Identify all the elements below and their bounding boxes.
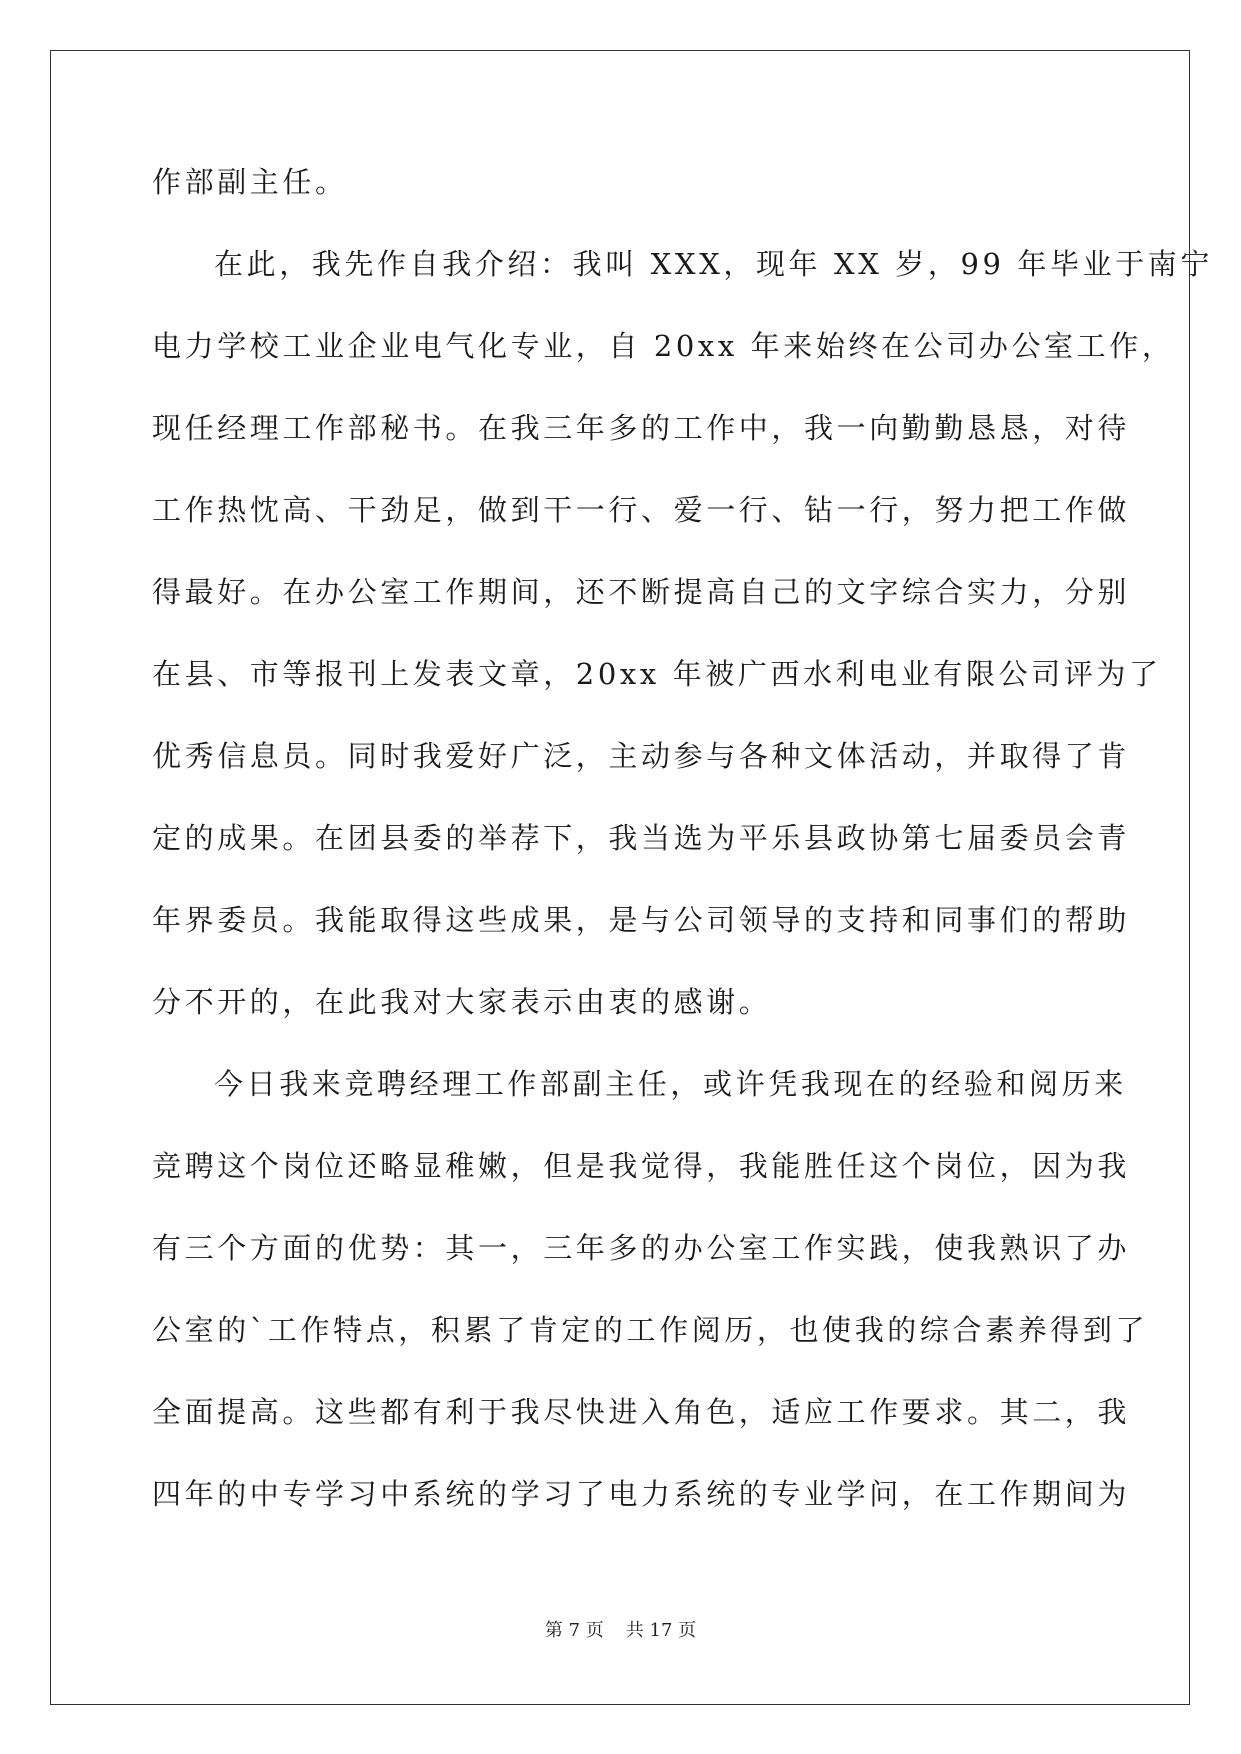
text-line: 年界委员。我能取得这些成果，是与公司领导的支持和同事们的帮助 <box>152 903 1131 937</box>
text-line: 在县、市等报刊上发表文章，20xx 年被广西水利电业有限公司评为了 <box>152 657 1162 691</box>
text-line: 全面提高。这些都有利于我尽快进入角色，适应工作要求。其二，我 <box>152 1395 1131 1429</box>
page-number: 第 7 页 <box>544 1620 604 1641</box>
text-line: 优秀信息员。同时我爱好广泛，主动参与各种文体活动，并取得了肯 <box>152 739 1131 773</box>
text-line: 得最好。在办公室工作期间，还不断提高自己的文字综合实力，分别 <box>152 575 1131 609</box>
text-line: 四年的中专学习中系统的学习了电力系统的专业学问，在工作期间为 <box>152 1477 1131 1511</box>
text-line: 公室的`工作特点，积累了肯定的工作阅历，也使我的综合素养得到了 <box>152 1313 1149 1347</box>
text-line: 有三个方面的优势：其一，三年多的办公室工作实践，使我熟识了办 <box>152 1231 1131 1265</box>
text-line: 今日我来竞聘经理工作部副主任，或许凭我现在的经验和阅历来 <box>214 1067 1127 1101</box>
text-line: 作部副主任。 <box>152 165 348 199</box>
document-body <box>152 162 1214 1556</box>
text-line: 分不开的，在此我对大家表示由衷的感谢。 <box>152 985 772 1019</box>
page-total: 共 17 页 <box>625 1620 697 1641</box>
page-footer <box>0 1619 1241 1643</box>
text-line: 电力学校工业企业电气化专业，自 20xx 年来始终在公司办公室工作， <box>152 329 1175 363</box>
text-line: 定的成果。在团县委的举荐下，我当选为平乐县政协第七届委员会青 <box>152 821 1131 855</box>
text-line: 竞聘这个岗位还略显稚嫩，但是我觉得，我能胜任这个岗位，因为我 <box>152 1149 1131 1183</box>
text-line: 工作热忱高、干劲足，做到干一行、爱一行、钻一行，努力把工作做 <box>152 493 1131 527</box>
text-line: 现任经理工作部秘书。在我三年多的工作中，我一向勤勤恳恳，对待 <box>152 411 1131 445</box>
text-line: 在此，我先作自我介绍：我叫 XXX，现年 XX 岁，99 年毕业于南宁 <box>214 247 1214 281</box>
